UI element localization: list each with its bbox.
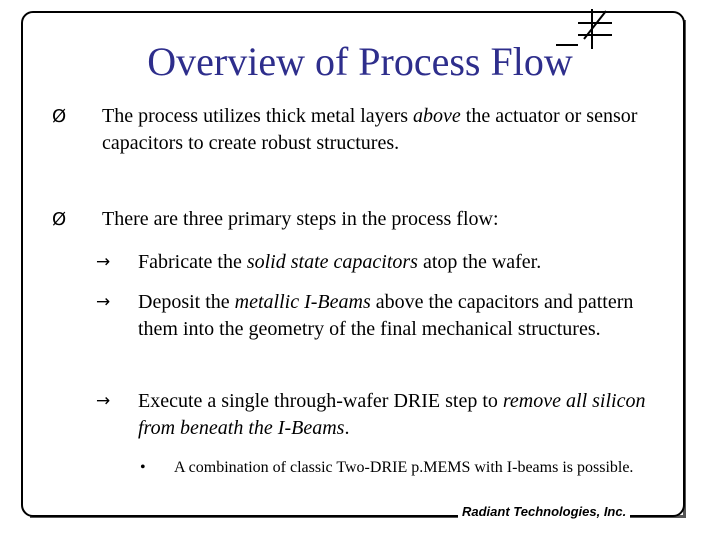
step-3-text: Execute a single through-wafer DRIE step to remove all silicon from beneath the I-Beams. xyxy=(138,390,646,439)
dot-bullet-icon: • xyxy=(140,459,146,476)
footer-company: Radiant Technologies, Inc. xyxy=(458,504,630,519)
step-1-text: Fabricate the solid state capacitors atop the wafer. xyxy=(138,251,542,273)
slide-title: Overview of Process Flow xyxy=(147,39,573,84)
subpoint-text: A combination of classic Two-DRIE p.MEMS with I-beams is possible. xyxy=(174,459,634,476)
bullet-1-text: The process utilizes thick metal layers above the actuator or sensor capacitors to create robust structures. xyxy=(102,105,638,154)
arrow-bullet-icon: → xyxy=(96,292,111,312)
arrow-bullet-icon: → xyxy=(96,252,111,272)
arrowhead-bullet-icon: Ø xyxy=(52,106,67,127)
arrowhead-bullet-icon: Ø xyxy=(52,209,67,230)
step-2-text: Deposit the metallic I-Beams above the capacitors and pattern them into the geometry of the final mechanical structures. xyxy=(138,291,634,340)
bullet-2-text: There are three primary steps in the process flow: xyxy=(102,208,499,230)
arrow-bullet-icon: → xyxy=(96,391,111,411)
